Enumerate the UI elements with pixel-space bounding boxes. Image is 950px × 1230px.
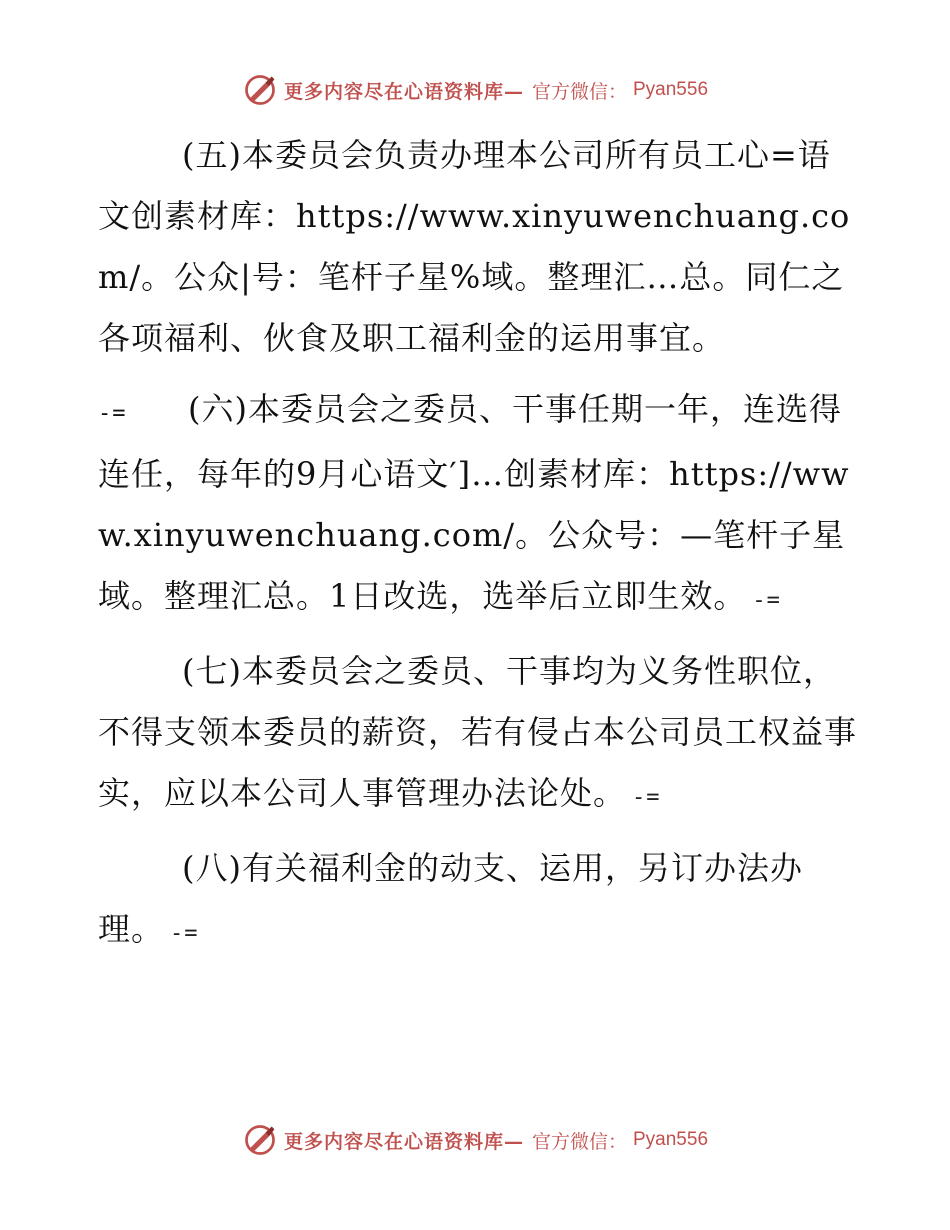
banner-label: 官方微信： [531,1130,627,1153]
banner-label: 官方微信： [531,80,627,103]
paragraph-end-mark: -= [752,588,781,613]
header-banner [0,70,950,110]
paragraph-8 [98,838,858,964]
footer-banner [0,1120,950,1160]
pen-logo-icon [242,72,278,108]
paragraph-text: (八)有关福利金的动支、运用，另订办法办理。 [98,849,803,948]
banner-wechat-id: Pyan556 [633,79,709,100]
document-body [98,125,858,974]
paragraph-end-mark: -= [632,785,661,810]
paragraph-5 [98,125,858,369]
paragraph-end-mark: -= [170,921,199,946]
paragraph-text: (六)本委员会之委员、干事任期一年，连选得连任，每年的9月心语文′]…创素材库：https://www.xinyuwenchuang.com/。公众号：—笔杆子星域。整理汇总。1日改选，选举后立即生效。 [98,390,850,615]
paragraph-6 [98,379,858,631]
paragraph-text: (七)本委员会之委员、干事均为义务性职位，不得支领本委员的薪资，若有侵占本公司员工权益事实，应以本公司人事管理办法论处。 [98,652,858,812]
paragraph-text: (五)本委员会负责办理本公司所有员工心=语文创素材库：https://www.xinyuwenchuang.com/。公众|号：笔杆子星%域。整理汇…总。同仁之各项福利、伙食及职工福利金的运用事宜。 [98,136,851,357]
pen-logo-icon [242,1122,278,1158]
banner-title: 更多内容尽在心语资料库— [283,80,524,103]
banner-title: 更多内容尽在心语资料库— [283,1130,524,1153]
paragraph-lead-mark: -= [98,401,127,426]
banner-wechat-id: Pyan556 [633,1129,709,1150]
paragraph-7 [98,641,858,828]
